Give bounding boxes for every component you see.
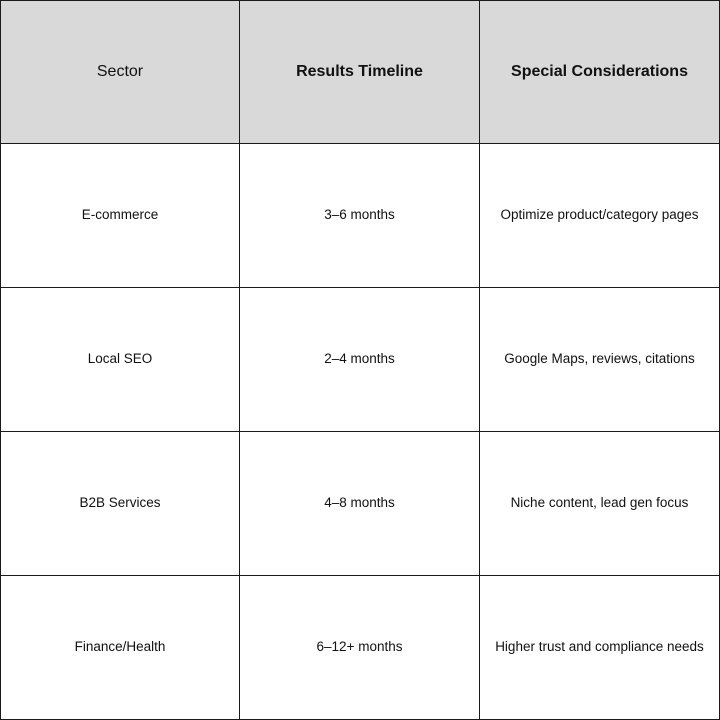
timeline-cell: 4–8 months — [240, 432, 480, 576]
timeline-cell: 6–12+ months — [240, 576, 480, 720]
table-header-row — [0, 0, 720, 144]
considerations-cell: Niche content, lead gen focus — [480, 432, 720, 576]
considerations-cell: Higher trust and compliance needs — [480, 576, 720, 720]
table-row — [0, 288, 720, 432]
sector-cell: E-commerce — [0, 144, 240, 288]
table-row — [0, 576, 720, 720]
timeline-cell: 2–4 months — [240, 288, 480, 432]
considerations-cell: Optimize product/category pages — [480, 144, 720, 288]
timeline-cell: 3–6 months — [240, 144, 480, 288]
header-results-timeline: Results Timeline — [240, 0, 480, 144]
sector-cell: Local SEO — [0, 288, 240, 432]
header-sector: Sector — [0, 0, 240, 144]
sector-cell: Finance/Health — [0, 576, 240, 720]
sector-cell: B2B Services — [0, 432, 240, 576]
header-special-considerations: Special Considerations — [480, 0, 720, 144]
table-row — [0, 144, 720, 288]
considerations-cell: Google Maps, reviews, citations — [480, 288, 720, 432]
table-row — [0, 432, 720, 576]
